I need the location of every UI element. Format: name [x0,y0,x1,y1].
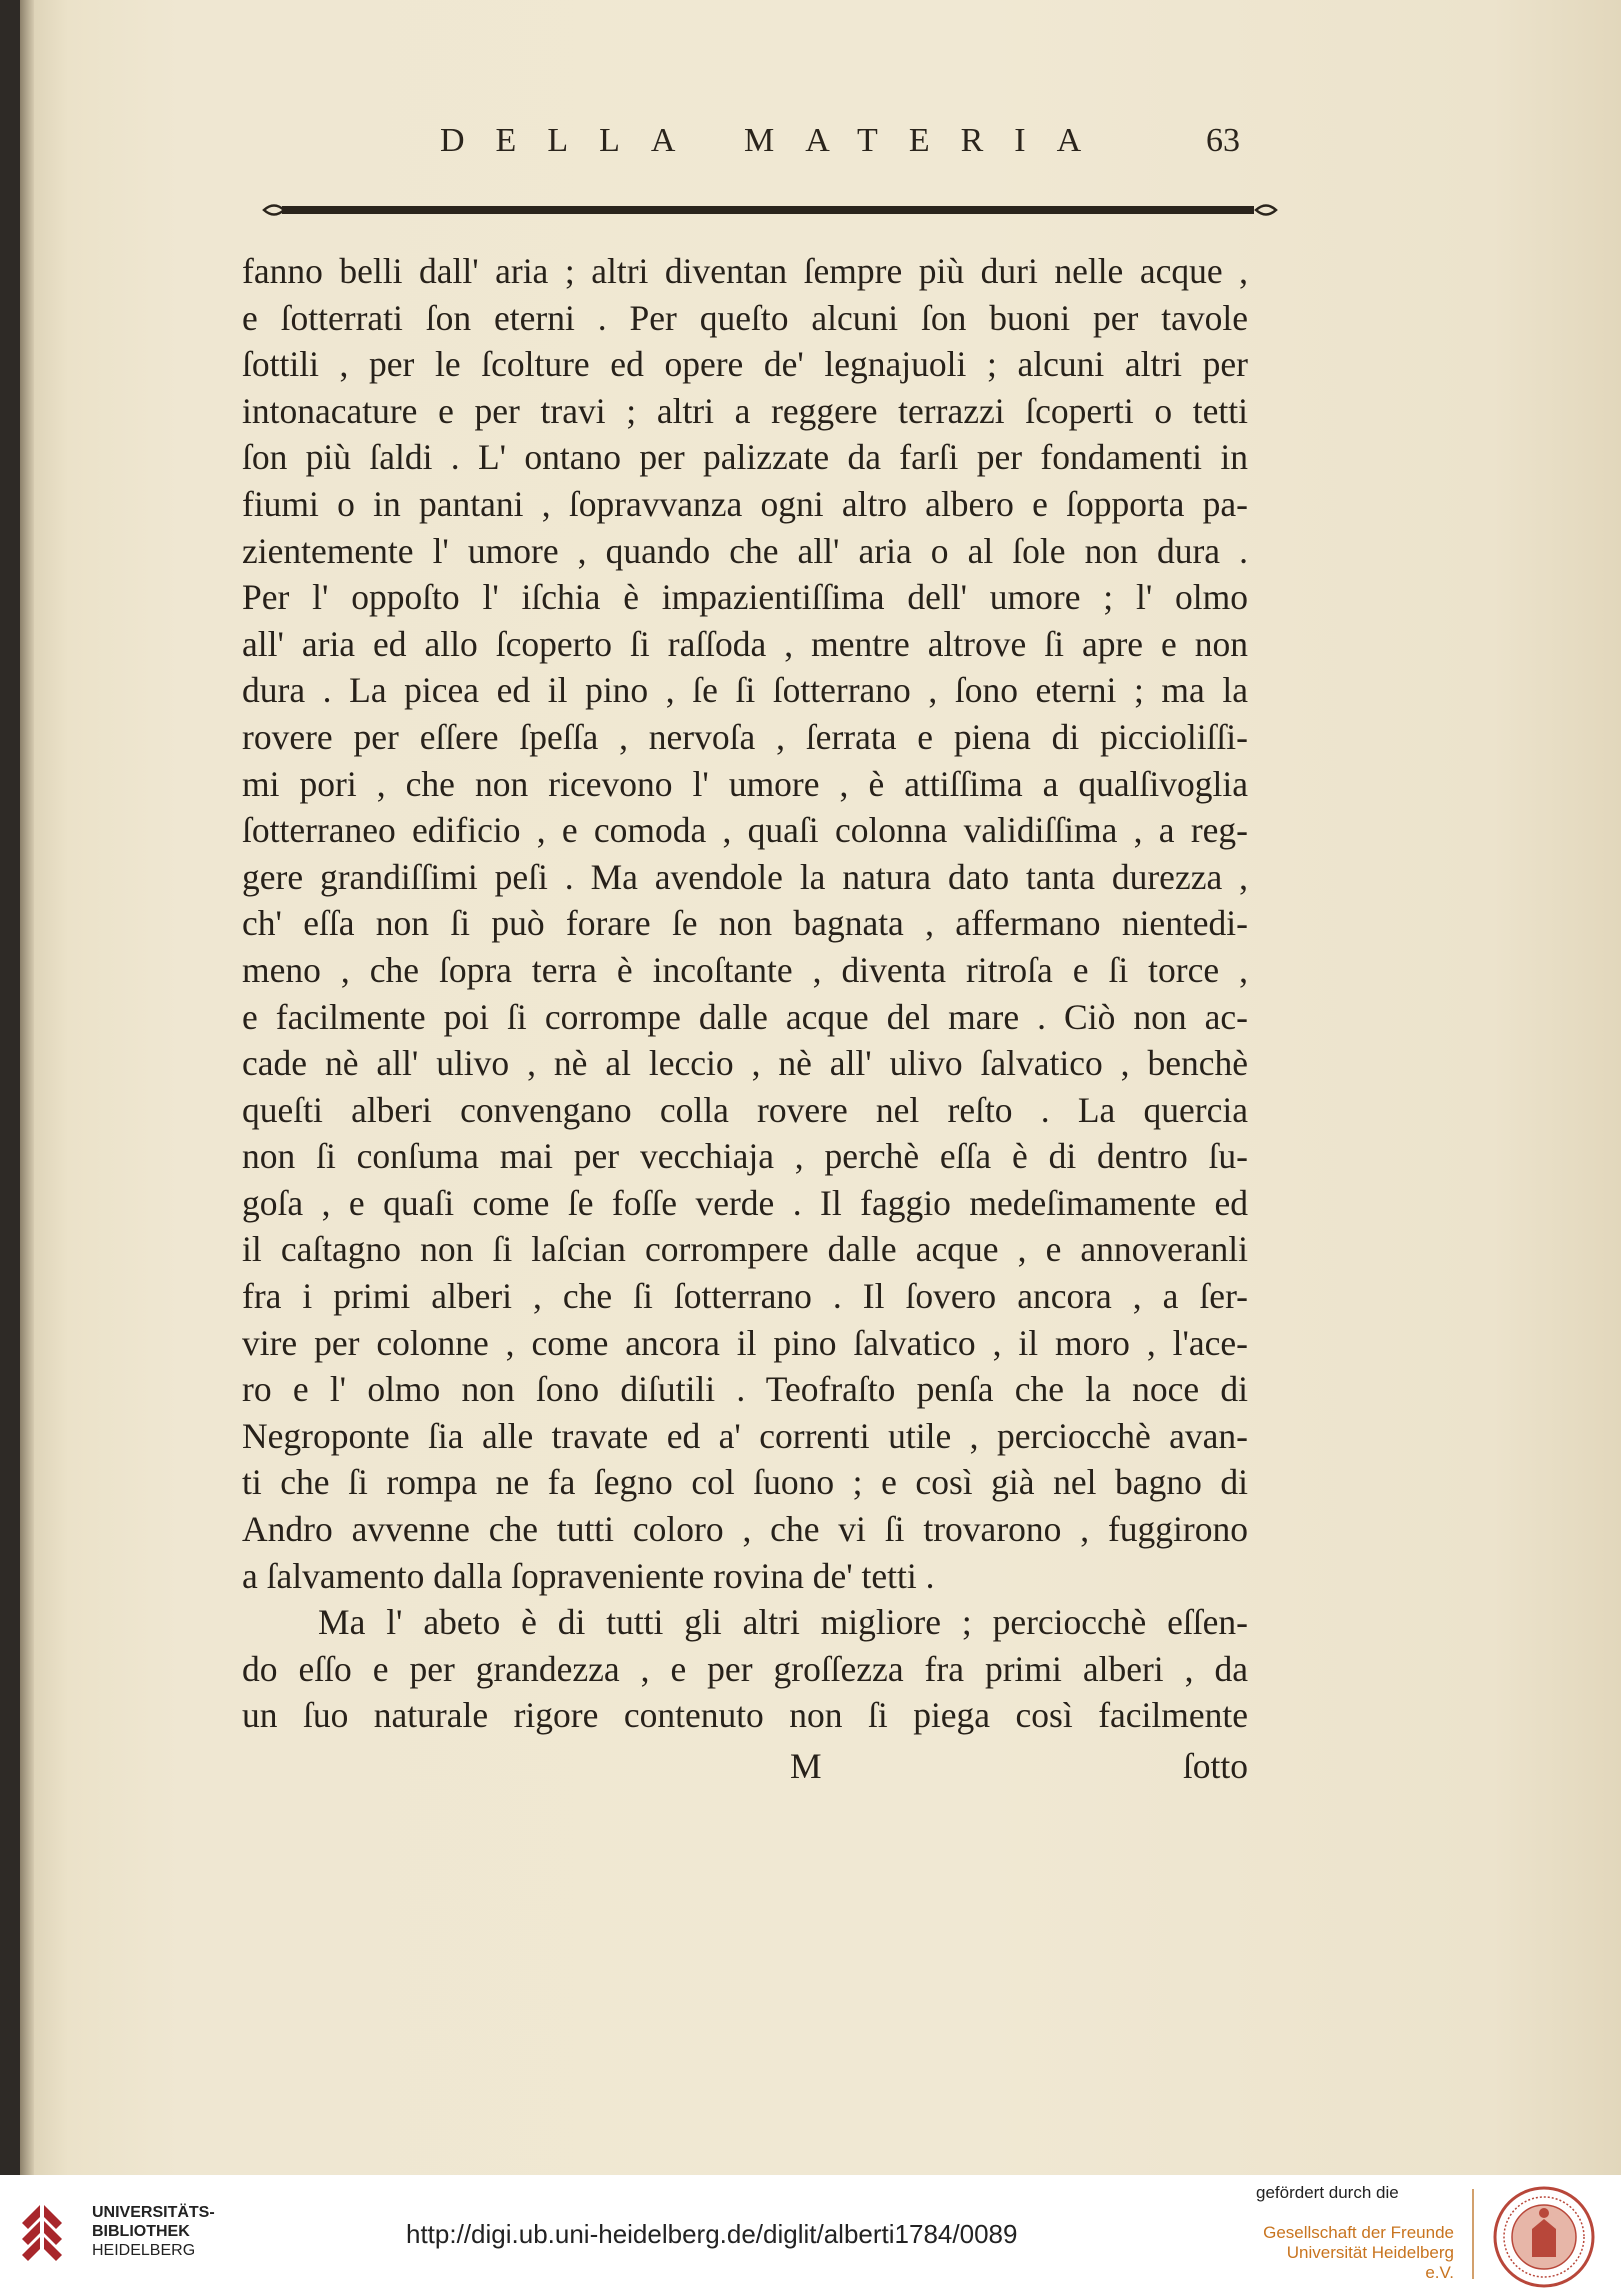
text-line: all' aria ed allo ſcoperto ſi raſſoda , mentre altrove ſi apre e non [242,623,1248,664]
text-line: zientemente l' umore , quando che all' aria o al ſole non dura . [242,530,1248,571]
library-name-line: UNIVERSITÄTS- [92,2204,215,2221]
ornamental-rule [260,200,1280,220]
text-line: meno , che ſopra terra è incoſtante , diventa ritroſa e ſi torce , [242,949,1248,990]
text-line: un ſuo naturale rigore contenuto non ſi piega così facilmente [242,1695,1248,1736]
text-line: goſa , e quaſi come ſe foſſe verde . Il faggio medeſimamente ed [242,1182,1248,1223]
text-line: fanno belli dall' aria ; altri diventan ſempre più duri nelle acque , [242,251,1248,291]
text-line: Andro avvenne che tutti coloro , che vi ſi trovarono , fuggirono [242,1509,1248,1550]
sponsor-divider [1472,2189,1474,2279]
sponsor-name [1258,2223,1454,2283]
text-line: do eſſo e per grandezza , e per groſſezza fra primi alberi , da [242,1648,1248,1689]
university-library-logo-icon [18,2193,66,2273]
text-line: ro e l' olmo non ſono diſutili . Teofraſto penſa che la noce di [242,1369,1248,1410]
page-number: 63 [1206,122,1240,159]
sponsor-label: gefördert durch die [1256,2183,1399,2202]
sponsor-name-line: Gesellschaft der Freunde [1263,2223,1454,2242]
text-line: ch' eſſa non ſi può forare ſe non bagnata , affermano nientedi- [242,903,1248,944]
text-line: queſti alberi convengano colla rovere nel reſto . La quercia [242,1089,1248,1130]
text-line: ſon più ſaldi . L' ontano per palizzate da farſi per fondamenti in [242,437,1248,478]
text-line: rovere per eſſere ſpeſſa , nervoſa , ſerrata e piena di piccioliſſi- [242,716,1248,757]
paragraph-first-line: Ma l' abeto è di tutti gli altri migliore ; perciocchè eſſen- [318,1602,1248,1643]
library-footer-bar [0,2175,1621,2291]
text-line: Negroponte ſia alle travate ed a' correnti utile , perciocchè avan- [242,1415,1248,1456]
text-line: e ſotterrati ſon eterni . Per queſto alcuni ſon buoni per tavole [242,297,1248,338]
text-line: intonacature e per travi ; altri a reggere terrazzi ſcoperti o tetti [242,390,1248,431]
text-line: non ſi conſuma mai per vecchiaja , perchè eſſa è di dentro ſu- [242,1136,1248,1177]
library-name-line: HEIDELBERG [92,2242,196,2259]
text-line: ti che ſi rompa ne fa ſegno col ſuono ; e così già nel bagno di [242,1462,1248,1503]
text-line: e facilmente poi ſi corrompe dalle acque del mare . Ciò non ac- [242,996,1248,1037]
text-line: vire per colonne , come ancora il pino ſalvatico , il moro , l'ace- [242,1322,1248,1363]
book-page [20,0,1621,2175]
page-footer-line [242,1745,1248,1791]
text-line: cade nè all' ulivo , nè al leccio , nè all' ulivo ſalvatico , benchè [242,1043,1248,1084]
catchword: ſotto [1182,1746,1248,1786]
library-name-line: BIBLIOTHEK [92,2223,190,2240]
text-line: Per l' oppoſto l' iſchia è impazientiſſima dell' umore ; l' olmo [242,577,1248,618]
text-line: dura . La picea ed il pino , ſe ſi ſotterrano , ſono eterni ; ma la [242,670,1248,711]
text-line: fra i primi alberi , che ſi ſotterrano . Il ſovero ancora , a ſer- [242,1276,1248,1317]
text-line: ſotterraneo edificio , e comoda , quaſi colonna validiſſima , a reg- [242,810,1248,851]
text-line: il caſtagno non ſi laſcian corrompere dalle acque , e annoveranli [242,1229,1248,1270]
signature-mark: M [790,1746,822,1786]
university-seal-icon [1492,2185,1596,2289]
running-head [380,122,1240,182]
text-line: mi pori , che non ricevono l' umore , è attiſſima a qualſivoglia [242,763,1248,804]
library-name [92,2203,215,2260]
text-line: ſottili , per le ſcolture ed opere de' legnajuoli ; alcuni altri per [242,344,1248,385]
text-line: gere grandiſſimi peſi . Ma avendole la natura dato tanta durezza , [242,856,1248,897]
running-head-title: DELLA MATERIA [440,122,1113,159]
text-line: fiumi o in pantani , ſopravvanza ogni altro albero e ſopporta pa- [242,483,1248,524]
paragraph-end-line: a ſalvamento dalla ſopraveniente rovina de' tetti . [242,1555,935,1596]
sponsor-name-line: Universität Heidelberg e.V. [1286,2243,1454,2282]
document-permalink[interactable]: http://digi.ub.uni-heidelberg.de/diglit/alberti1784/0089 [406,2219,1018,2249]
body-text [242,248,1248,1739]
